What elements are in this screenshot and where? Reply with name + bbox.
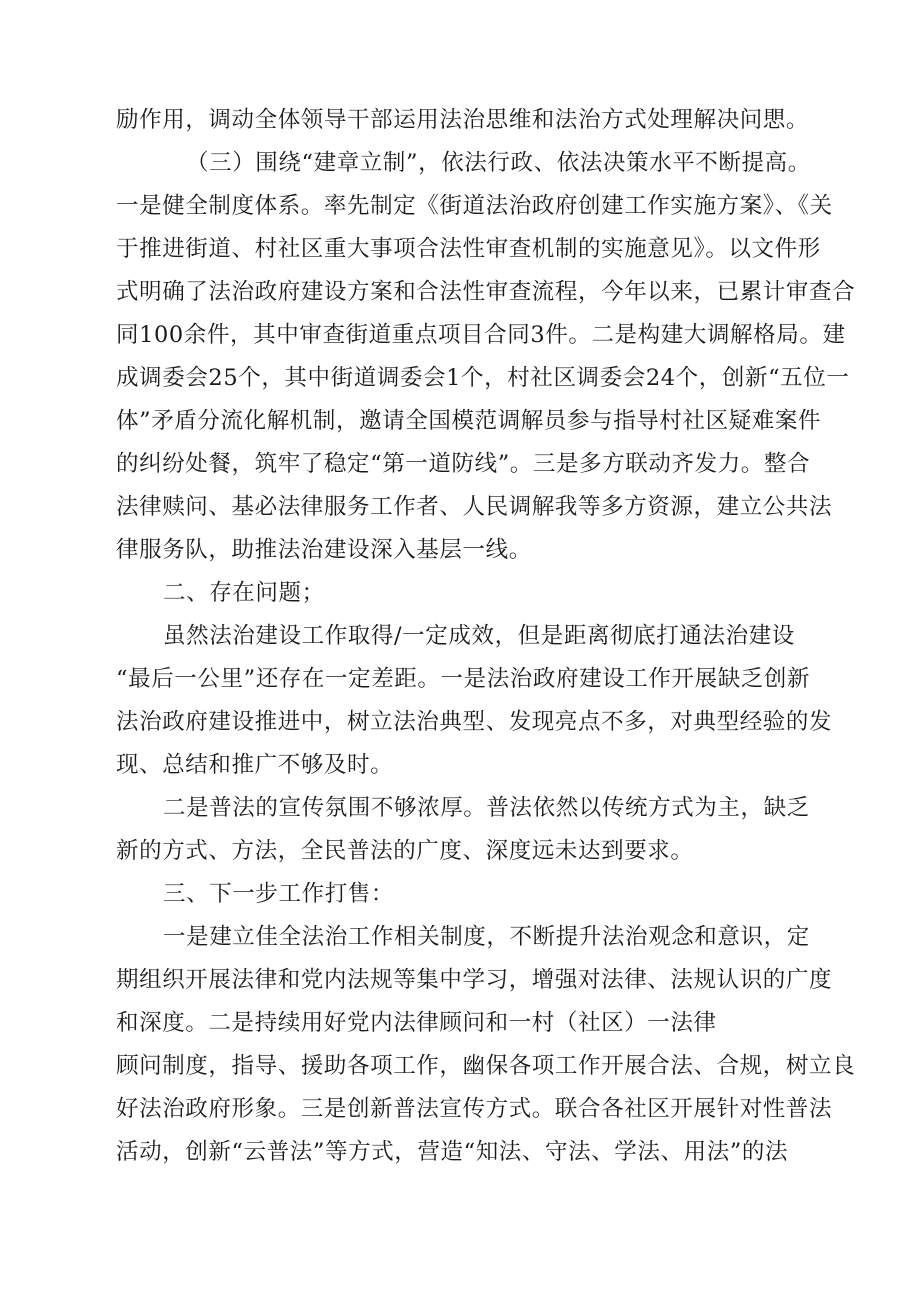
text-line: 励作用，调动全体领导干部运用法治思维和法治方式处理解决问愳。 bbox=[116, 107, 810, 133]
text-line: 一是健全制度体系。率先制定《街道法治政府创建工作实施方案》、《关 bbox=[116, 193, 833, 219]
text-line: 和深度。二是持续用好党内法律顾问和一村（社区）一法律 bbox=[116, 1010, 717, 1036]
text-line: 成调委会25个，其中街道调委会1个，村社区调委会24个，创新“五位一 bbox=[116, 365, 850, 391]
text-line: 律服务队，助推法治建设深入基层一线。 bbox=[116, 537, 532, 563]
text-line: 体”矛盾分流化解机制，邀请全国模范调解员参与指导村社区疑难案件 bbox=[116, 408, 822, 434]
text-line: 虽然法治建设工作取得/一定成效，但是距离彻底打通法治建设 bbox=[163, 623, 795, 649]
text-line: 一是建立佳全法治工作相关制度，不断提升法治观念和意识，定 bbox=[163, 924, 810, 950]
section-heading: 二、存在问题； bbox=[163, 580, 325, 606]
text-line: 于推进街道、村社区重大事项合法性审查机制的实施意见》。以文件形 bbox=[116, 236, 821, 262]
text-line: 的纠纷处餐，筑牢了稳定“第一道防线”。三是多方联动齐发力。整合 bbox=[116, 451, 811, 477]
text-line: 新的方式、方法，全民普法的广度、深度远未达到要求。 bbox=[116, 838, 694, 864]
text-line: 现、总结和推广不够及时。 bbox=[116, 752, 394, 778]
text-line: 活动，创新“云普法”等方式，营造“知法、守法、学法、用法”的法 bbox=[116, 1139, 789, 1165]
text-line: 法治政府建设推进中，树立法治典型、发现亮点不多，对典型经验的发 bbox=[116, 709, 833, 735]
text-line: 式明确了法治政府建设方案和合法性审查流程，今年以来，已累计审查合 bbox=[116, 279, 856, 305]
section-heading: 三、下一步工作打售： bbox=[163, 881, 395, 907]
text-line: 好法治政府形象。三是创新普法宣传方式。联合各社区开展针对性普法 bbox=[116, 1096, 833, 1122]
text-line: 法律赎问、基必法律服务工作者、人民调解我等多方资源，建立公共法 bbox=[116, 494, 833, 520]
text-line: 期组织开展法律和党内法规等集中学习，增强对法律、法规认识的广度 bbox=[116, 967, 833, 993]
text-line: 顾问制度，指导、援助各项工作，幽保各项工作开展合法、合规，树立良 bbox=[116, 1053, 856, 1079]
text-line: 二是普法的宣传氛围不够浓厚。普法依然以传统方式为主，缺乏 bbox=[163, 795, 810, 821]
text-line: 同100余件，其中审查街道重点项目合同3件。二是构建大调解格局。建 bbox=[116, 322, 846, 348]
text-line: “最后一公里”还存在一定差距。一是法治政府建设工作开展缺乏创新 bbox=[116, 666, 811, 692]
section-heading: （三）围绕“建章立制”，依法行政、依法决策水平不断提高。 bbox=[186, 150, 811, 176]
